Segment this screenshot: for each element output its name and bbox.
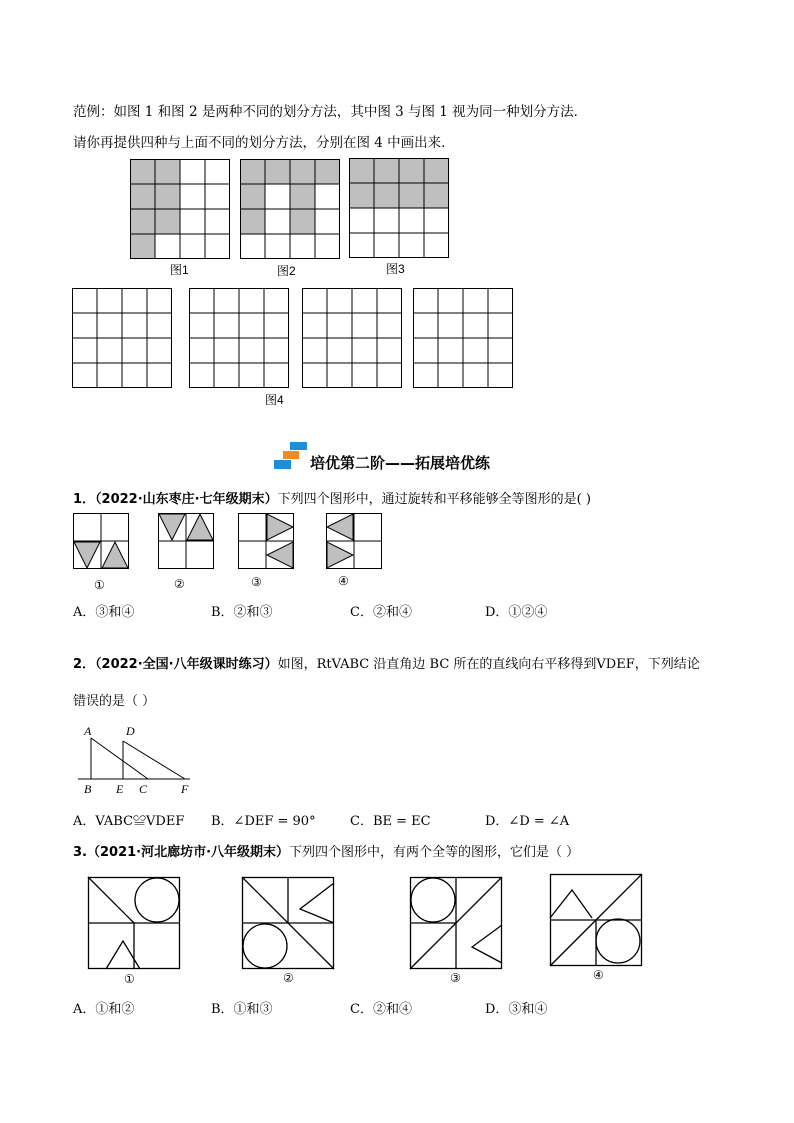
- q2-point-f: F: [181, 782, 189, 796]
- q1-label-1: ①: [94, 578, 105, 592]
- q3-label-3: ③: [450, 971, 461, 985]
- figure-1-grid: [130, 159, 230, 259]
- q2-point-a: A: [84, 724, 92, 738]
- q3-figure-4: [550, 874, 642, 966]
- intro-line-2: 请你再提供四种与上面不同的划分方法，分别在图 4 中画出来．: [73, 135, 455, 151]
- q3-label-2: ②: [283, 971, 294, 985]
- figure-4-grid-3[interactable]: [302, 288, 402, 388]
- q1-label-4: ④: [338, 574, 349, 588]
- q1-label-2: ②: [174, 577, 185, 591]
- q3-option-d[interactable]: D．③和④: [485, 1002, 548, 1017]
- q3-option-b[interactable]: B．①和③: [211, 1002, 273, 1017]
- q2-option-b[interactable]: B．∠DEF = 90°: [211, 814, 316, 829]
- q3-figure-1: [88, 877, 180, 969]
- q1-option-a[interactable]: A．③和④: [73, 605, 135, 620]
- figure-1-caption: 图1: [170, 263, 189, 277]
- q1-option-c[interactable]: C．②和④: [350, 605, 412, 620]
- figure-2-grid: [240, 159, 340, 259]
- q1-figure-4: [326, 513, 382, 569]
- q2-option-a[interactable]: A．VABC≌VDEF: [73, 814, 185, 829]
- q1-number: 1．: [73, 492, 96, 507]
- intro-line-1: 范例：如图 1 和图 2 是两种不同的划分方法，其中图 3 与图 1 视为同一种划分方法．: [73, 104, 588, 120]
- q1-option-d[interactable]: D．①②④: [485, 605, 548, 620]
- q1-source: （2022·山东枣庄·七年级期末）: [95, 492, 278, 507]
- q3-label-1: ①: [124, 972, 135, 986]
- figure-4-grid-2[interactable]: [189, 288, 289, 388]
- q3-option-a[interactable]: A．①和②: [73, 1002, 135, 1017]
- figure-4-grid-1[interactable]: [72, 288, 172, 388]
- q2-stem: [73, 653, 700, 672]
- q1-label-3: ③: [251, 575, 262, 589]
- q2-point-b: B: [84, 782, 92, 796]
- q2-text-line-2: 错误的是（ ）: [73, 694, 156, 709]
- figure-4-grid-4[interactable]: [413, 288, 513, 388]
- q1-text: 下列四个图形中，通过旋转和平移能够全等图形的是( ): [277, 492, 591, 507]
- q2-number: 2．: [73, 657, 96, 672]
- q3-number: 3.: [73, 845, 87, 860]
- q3-figure-3: [410, 877, 502, 969]
- q3-text: 下列四个图形中，有两个全等的图形，它们是（ ）: [289, 845, 580, 860]
- figure-4-caption: 图4: [265, 393, 284, 407]
- q3-label-4: ④: [593, 968, 604, 982]
- section-title: 培优第二阶——拓展培优练: [310, 454, 491, 472]
- q2-option-c[interactable]: C．BE = EC: [350, 814, 431, 829]
- q1-figure-1: [73, 513, 129, 569]
- q2-option-d[interactable]: D．∠D = ∠A: [485, 814, 570, 829]
- q3-source: （2021·河北廊坊市·八年级期末）: [86, 845, 290, 860]
- q3-figure-2: [242, 877, 334, 969]
- q2-point-c: C: [139, 782, 148, 796]
- section-icon: [274, 442, 308, 470]
- figure-3-grid: [349, 158, 449, 258]
- q1-figure-2: [158, 513, 214, 569]
- q3-option-c[interactable]: C．②和④: [350, 1002, 412, 1017]
- q1-figure-3: [238, 513, 294, 569]
- q2-source: （2022·全国·八年级课时练习）: [95, 657, 278, 672]
- q3-stem: [73, 841, 579, 860]
- q1-option-b[interactable]: B．②和③: [211, 605, 273, 620]
- q2-text: 如图，RtVABC 沿直角边 BC 所在的直线向右平移得到VDEF，下列结论: [277, 657, 700, 672]
- q2-point-e: E: [116, 782, 124, 796]
- q2-triangle-figure: [78, 730, 193, 782]
- q2-point-d: D: [126, 724, 135, 738]
- q1-stem: [73, 488, 591, 507]
- figure-3-caption: 图3: [386, 262, 405, 276]
- figure-2-caption: 图2: [277, 264, 296, 278]
